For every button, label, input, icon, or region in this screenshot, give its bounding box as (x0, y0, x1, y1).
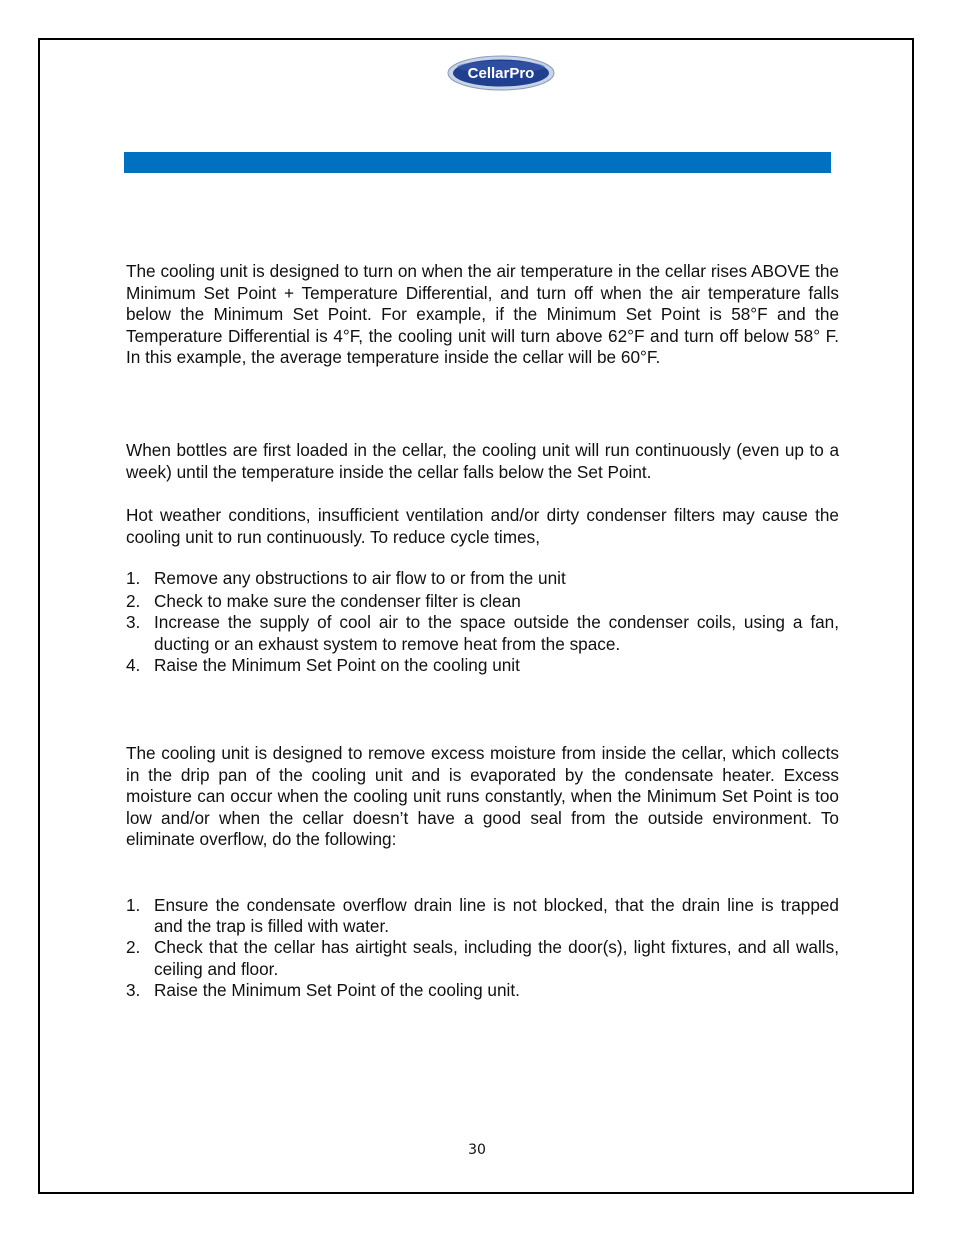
list-item: 2. Check to make sure the condenser filter is clean (126, 591, 521, 612)
page-number: 30 (468, 1142, 486, 1158)
section1 (126, 261, 839, 369)
list-item: 3. Increase the supply of cool air to the space outside the condenser coils, using a fan, ducting or an exhaust system to remove heat from the space. (126, 612, 839, 654)
list-item: 1. Remove any obstructions to air flow to or from the unit (126, 568, 566, 588)
paragraph-hot-weather: Hot weather conditions, insufficient ventilation and/or dirty condenser filters may cause the cooling unit to run continuously. To reduce cycle times, (126, 505, 839, 547)
paragraph-excess-moisture: The cooling unit is designed to remove excess moisture from inside the cellar, which collects in the drip pan of the cooling unit and is evaporated by the condensate heater. Excess moisture can occur when the cooling unit runs constantly, when the Minimum Set Point is too low and/or when the cellar doesn’t have a good seal from the outside environment. To eliminate overflow, do the following: (126, 743, 839, 850)
list-item: 3. Raise the Minimum Set Point of the cooling unit. (126, 979, 520, 1000)
list-item: 2. Check that the cellar has airtight seals, including the door(s), light fixtures, and all walls, ceiling and floor. (126, 937, 839, 979)
list-item: 1. Ensure the condensate overflow drain line is not blocked, that the drain line is trapped and the trap is filled with water. (126, 895, 839, 937)
reduce-cycle-list (126, 568, 839, 676)
section3 (126, 743, 839, 851)
logo-text: CellarPro (467, 65, 535, 82)
section-header-bar (124, 152, 831, 173)
cellarpro-logo (447, 55, 555, 91)
paragraph-first-loaded: When bottles are first loaded in the cellar, the cooling unit will run continuously (even up to a week) until the temperature inside the cellar falls below the Set Point. (126, 440, 839, 482)
paragraph-temperature-cycle: The cooling unit is designed to turn on when the air temperature in the cellar rises ABOVE the Minimum Set Point + Temperature Differential, and turn off when the air temperature falls below the Minimum Set Point. For example, if the Minimum Set Point is 58°F and the Temperature Differential is 4°F, the cooling unit will turn above 62°F and turn off below 58° F. In this example, the average temperature inside the cellar will be 60°F. (126, 261, 839, 368)
overflow-list (126, 895, 839, 1001)
list-item: 4. Raise the Minimum Set Point on the cooling unit (126, 654, 520, 675)
section2 (126, 440, 839, 483)
section2-continued (126, 505, 839, 548)
